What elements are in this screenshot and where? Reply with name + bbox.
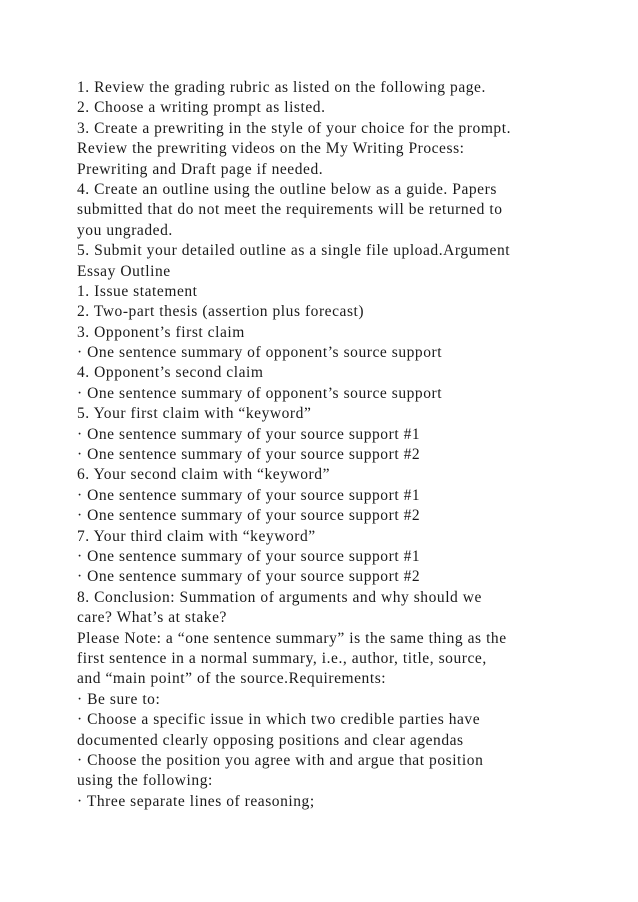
text-line: Prewriting and Draft page if needed.: [77, 160, 324, 178]
text-line: submitted that do not meet the requirements will be returned to: [77, 201, 503, 219]
text-line: 8. Conclusion: Summation of arguments and why should we: [77, 588, 482, 606]
text-line: · One sentence summary of opponent’s source support: [77, 344, 443, 362]
text-line: 5. Submit your detailed outline as a single file upload.Argument: [77, 242, 511, 260]
text-line: 1. Review the grading rubric as listed on the following page.: [77, 79, 486, 96]
text-line: · One sentence summary of your source support #1: [77, 547, 421, 565]
text-line: 4. Create an outline using the outline below as a guide. Papers: [77, 180, 497, 198]
text-line: 2. Choose a writing prompt as listed.: [77, 99, 326, 117]
text-line: · One sentence summary of your source support #2: [77, 568, 421, 586]
text-line: Essay Outline: [77, 262, 171, 280]
text-line: first sentence in a normal summary, i.e., author, title, source,: [77, 649, 487, 667]
text-line: 4. Opponent’s second claim: [77, 364, 264, 382]
document-body: [77, 78, 617, 812]
text-line: using the following:: [77, 772, 213, 790]
text-line: 1. Issue statement: [77, 282, 198, 300]
text-line: 5. Your first claim with “keyword”: [77, 405, 312, 423]
text-line: · Choose a specific issue in which two credible parties have: [77, 711, 481, 729]
text-line: documented clearly opposing positions and clear agendas: [77, 731, 464, 749]
text-line: 7. Your third claim with “keyword”: [77, 527, 316, 545]
text-line: · One sentence summary of your source support #1: [77, 425, 421, 443]
text-line: 3. Opponent’s first claim: [77, 323, 245, 341]
text-line: 6. Your second claim with “keyword”: [77, 466, 330, 484]
text-line: · One sentence summary of your source support #1: [77, 486, 421, 504]
text-line: 3. Create a prewriting in the style of your choice for the prompt.: [77, 119, 512, 137]
text-line: · One sentence summary of your source support #2: [77, 446, 421, 464]
text-line: · Choose the position you agree with and argue that position: [77, 751, 484, 769]
text-line: · Three separate lines of reasoning;: [77, 792, 315, 810]
text-line: care? What’s at stake?: [77, 609, 227, 627]
text-line: you ungraded.: [77, 221, 173, 239]
text-line: Please Note: a “one sentence summary” is the same thing as the: [77, 629, 507, 647]
text-line: · One sentence summary of your source support #2: [77, 507, 421, 525]
text-line: 2. Two-part thesis (assertion plus forecast): [77, 303, 365, 321]
text-line: · One sentence summary of opponent’s source support: [77, 384, 443, 402]
text-line: and “main point” of the source.Requirements:: [77, 670, 387, 688]
text-line: Review the prewriting videos on the My Writing Process:: [77, 140, 465, 158]
text-line: · Be sure to:: [77, 690, 161, 708]
